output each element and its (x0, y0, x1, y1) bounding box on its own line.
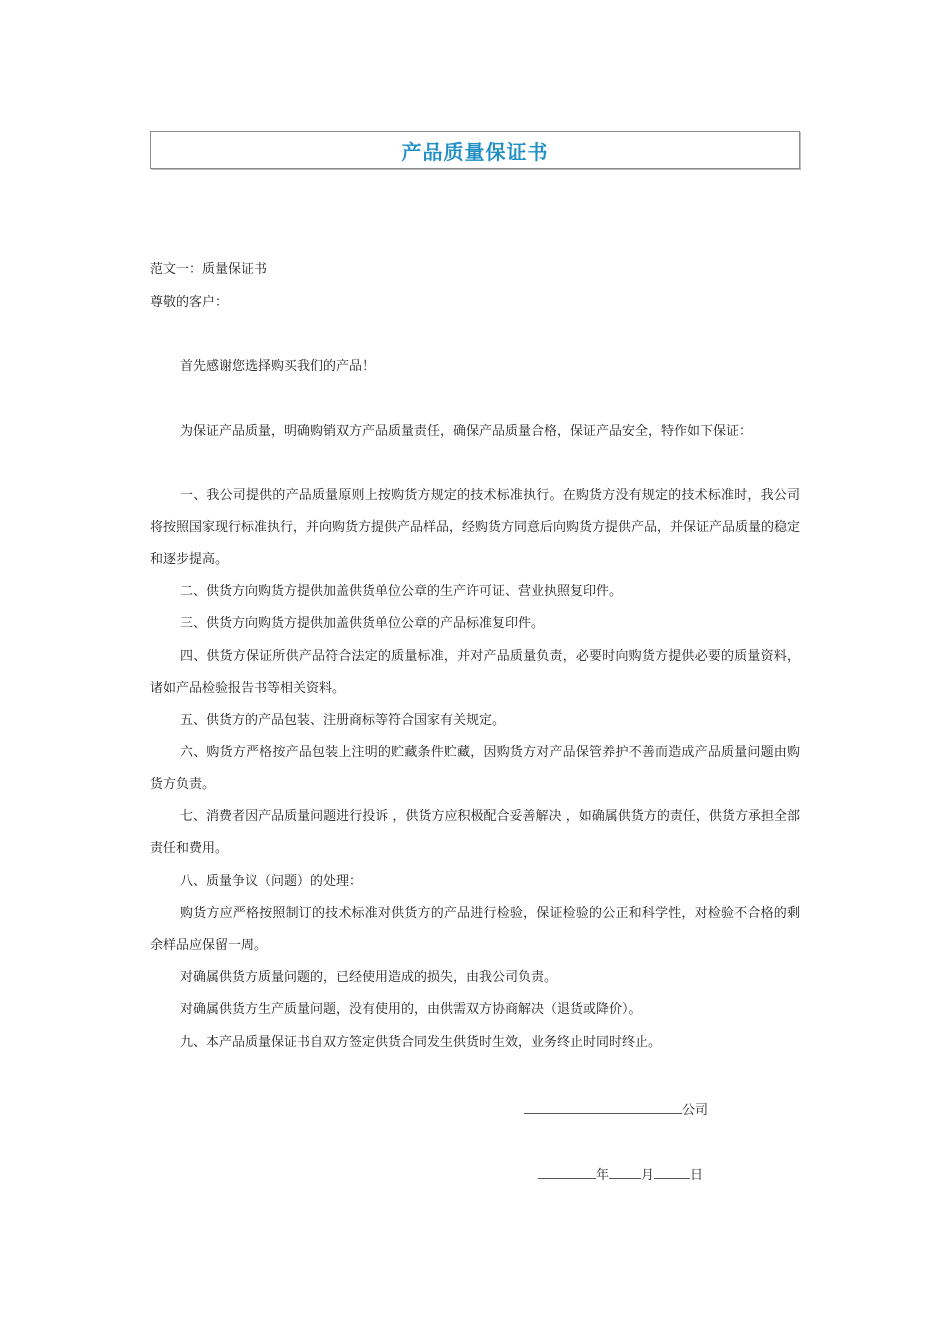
year-blank (538, 1166, 596, 1179)
intro-paragraph: 为保证产品质量，明确购销双方产品质量责任，确保产品质量合格，保证产品安全，特作如下保证： (180, 424, 753, 439)
document-title: 产品质量保证书 (401, 139, 549, 164)
clause-8-detail-3: 对确属供货方生产质量问题，没有使用的，由供需双方协商解决（退货或降价）。 (180, 1002, 642, 1017)
company-suffix: 公司 (682, 1103, 709, 1118)
document-subtitle: 范文一：质量保证书 (150, 262, 268, 277)
clause-9: 九、本产品质量保证书自双方签定供货合同发生供货时生效，业务终止时同时终止。 (180, 1035, 662, 1050)
clause-1: 一、我公司提供的产品质量原则上按购货方规定的技术标准执行。在购货方没有规定的技术标准时，我公司将按照国家现行标准执行，并向购货方提供产品样品，经购货方同意后向购货方提供产品，并保证产品质量的稳定和逐步提高。 (150, 488, 801, 567)
clause-7: 七、消费者因产品质量问题进行投诉 ，供货方应积极配合妥善解决 ，如确属供货方的责任，供货方承担全部责任和费用。 (150, 809, 800, 856)
clause-8-detail-2: 对确属供货方质量问题的，已经使用造成的损失，由我公司负责。 (180, 970, 558, 985)
salutation: 尊敬的客户： (150, 295, 229, 310)
clause-3: 三、供货方向购货方提供加盖供货单位公章的产品标准复印件。 (180, 616, 545, 631)
company-name-blank (524, 1101, 682, 1114)
day-blank (654, 1166, 690, 1179)
year-label: 年 (596, 1168, 610, 1183)
day-label: 日 (690, 1168, 704, 1183)
month-blank (609, 1166, 641, 1179)
thanks-line: 首先感谢您选择购买我们的产品！ (180, 359, 376, 374)
clause-6: 六、购货方严格按产品包装上注明的贮藏条件贮藏，因购货方对产品保管养护不善而造成产品质量问题由购货方负责。 (150, 745, 800, 792)
clause-4: 四、供货方保证所供产品符合法定的质量标准，并对产品质量负责，必要时向购货方提供必要的质量资料，诸如产品检验报告书等相关资料。 (150, 649, 800, 696)
clause-8: 八、质量争议（问题）的处理： (180, 874, 363, 889)
clause-2: 二、供货方向购货方提供加盖供货单位公章的生产许可证、营业执照复印件。 (180, 584, 623, 599)
company-signature-line (524, 1101, 708, 1119)
date-signature-line (538, 1166, 703, 1184)
title-box (150, 131, 800, 169)
month-label: 月 (641, 1168, 655, 1183)
clause-5: 五、供货方的产品包装、注册商标等符合国家有关规定。 (180, 713, 506, 728)
clause-8-detail-1: 购货方应严格按照制订的技术标准对供货方的产品进行检验，保证检验的公正和科学性，对检验不合格的剩余样品应保留一周。 (150, 906, 800, 953)
